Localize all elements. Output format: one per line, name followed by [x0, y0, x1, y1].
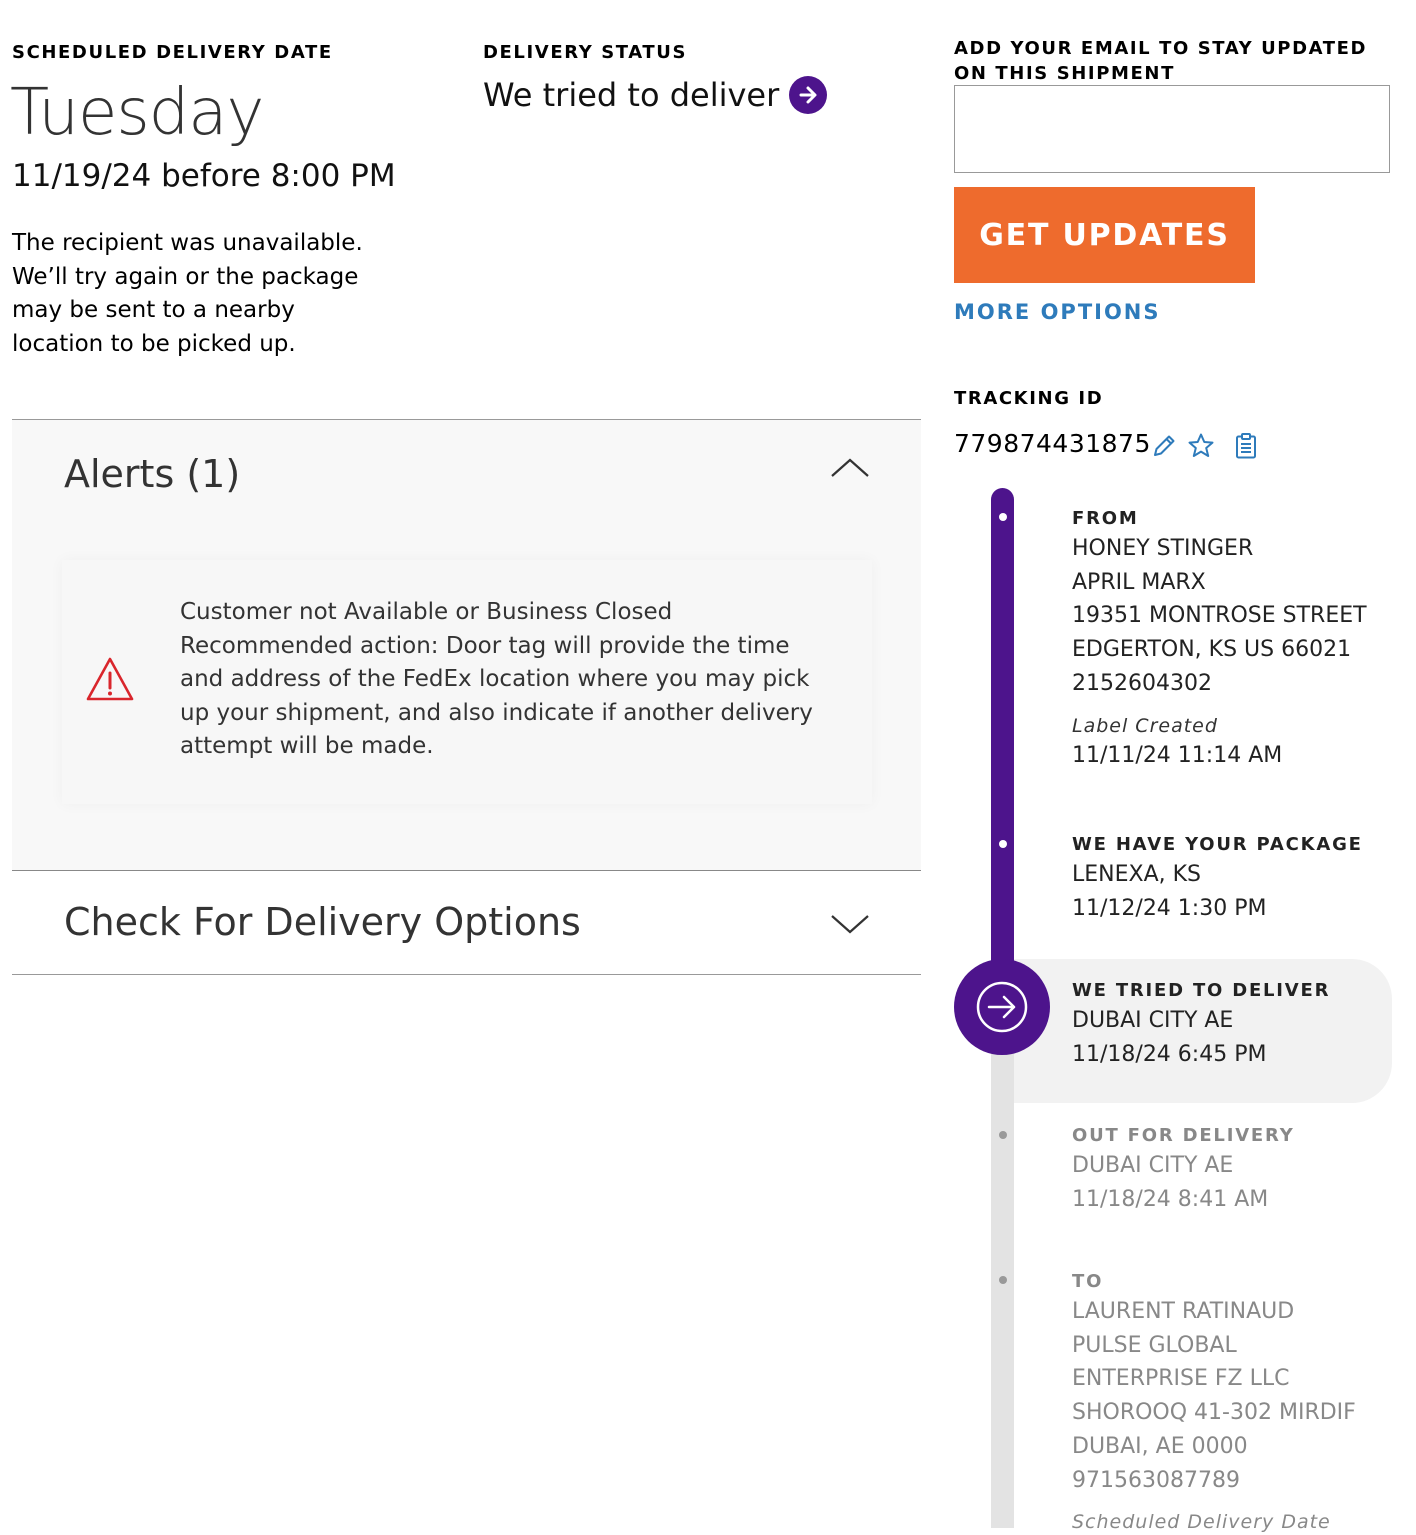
chevron-up-icon[interactable] — [830, 456, 870, 480]
event-title: OUT FOR DELIVERY — [1072, 1125, 1295, 1146]
from-line: 19351 MONTROSE STREET — [1072, 603, 1367, 629]
email-input[interactable] — [954, 85, 1390, 173]
event-datetime: 11/12/24 1:30 PM — [1072, 895, 1267, 921]
to-line: SHOROOQ 41-302 MIRDIF — [1072, 1400, 1356, 1426]
timeline-dot — [999, 513, 1007, 521]
delivery-status-text: We tried to deliver — [483, 76, 780, 114]
from-line: HONEY STINGER — [1072, 536, 1254, 561]
delivery-options-accordion[interactable] — [12, 870, 921, 975]
to-line: 971563087789 — [1072, 1467, 1240, 1493]
timeline-event-have-package — [1072, 832, 1363, 925]
more-options-link[interactable]: MORE OPTIONS — [954, 300, 1161, 324]
event-title: WE HAVE YOUR PACKAGE — [1072, 834, 1363, 855]
event-title: TO — [1072, 1271, 1104, 1292]
tracking-id-label: TRACKING ID — [954, 388, 1104, 409]
get-updates-button[interactable]: GET UPDATES — [954, 187, 1255, 283]
scheduled-day: Tuesday — [10, 76, 264, 150]
chevron-down-icon[interactable] — [830, 912, 870, 936]
timeline-track-complete — [991, 488, 1014, 1008]
event-title: FROM — [1072, 508, 1139, 529]
from-line: 2152604302 — [1072, 670, 1212, 696]
timeline-event-tried — [1072, 978, 1330, 1071]
timeline-dot — [999, 1276, 1007, 1284]
alerts-panel — [12, 419, 921, 871]
star-icon[interactable] — [1187, 432, 1215, 460]
to-line: DUBAI, AE 0000 — [1072, 1433, 1248, 1459]
warning-triangle-icon — [86, 656, 134, 702]
to-line: ENTERPRISE FZ LLC — [1072, 1366, 1290, 1392]
from-line: APRIL MARX — [1072, 569, 1206, 595]
event-location: DUBAI CITY AE — [1072, 1153, 1234, 1178]
clipboard-icon[interactable] — [1232, 432, 1260, 460]
timeline-dot — [999, 840, 1007, 848]
arrow-right-circle-icon — [954, 959, 1050, 1055]
delivery-status[interactable] — [483, 76, 827, 114]
alerts-title[interactable]: Alerts (1) — [64, 452, 241, 496]
scheduled-delivery-label: SCHEDULED DELIVERY DATE — [12, 42, 333, 63]
delivery-options-title[interactable]: Check For Delivery Options — [64, 900, 581, 944]
alert-card — [62, 560, 872, 804]
alert-recommended-action: Recommended action: Door tag will provide the time and address of the FedEx location where you may pick up your shipment, and also indicate if another delivery attempt will be made. — [180, 632, 813, 759]
from-line: EDGERTON, KS US 66021 — [1072, 637, 1352, 663]
to-line: LAURENT RATINAUD — [1072, 1299, 1295, 1324]
event-datetime: 11/11/24 11:14 AM — [1072, 742, 1283, 768]
event-datetime: 11/18/24 8:41 AM — [1072, 1186, 1269, 1212]
event-location: LENEXA, KS — [1072, 862, 1202, 887]
alert-title-text: Customer not Available or Business Closed — [180, 599, 673, 625]
event-location: DUBAI CITY AE — [1072, 1008, 1234, 1033]
email-updates-label: ADD YOUR EMAIL TO STAY UPDATED ON THIS SHIPMENT — [954, 38, 1368, 84]
recipient-message: The recipient was unavailable. We’ll try again or the package may be sent to a nearby location to be picked up. — [12, 230, 363, 357]
timeline-dot — [999, 1131, 1007, 1139]
event-title: WE TRIED TO DELIVER — [1072, 980, 1331, 1001]
event-sub-label: Scheduled Delivery Date — [1072, 1511, 1331, 1534]
tracking-id-value: 779874431875 — [954, 429, 1151, 458]
timeline-event-out-for-delivery — [1072, 1123, 1295, 1216]
arrow-right-circle-icon — [789, 76, 827, 114]
delivery-status-label: DELIVERY STATUS — [483, 42, 688, 63]
event-datetime: 11/18/24 6:45 PM — [1072, 1041, 1267, 1067]
to-line: PULSE GLOBAL — [1072, 1332, 1237, 1358]
alert-message — [180, 596, 840, 764]
timeline-event-from — [1072, 506, 1367, 772]
event-sub-label: Label Created — [1072, 714, 1218, 737]
scheduled-date-time: 11/19/24 before 8:00 PM — [12, 158, 396, 194]
timeline-track-pending — [991, 1000, 1014, 1528]
pencil-icon[interactable] — [1150, 432, 1178, 460]
timeline-event-to — [1072, 1269, 1356, 1535]
